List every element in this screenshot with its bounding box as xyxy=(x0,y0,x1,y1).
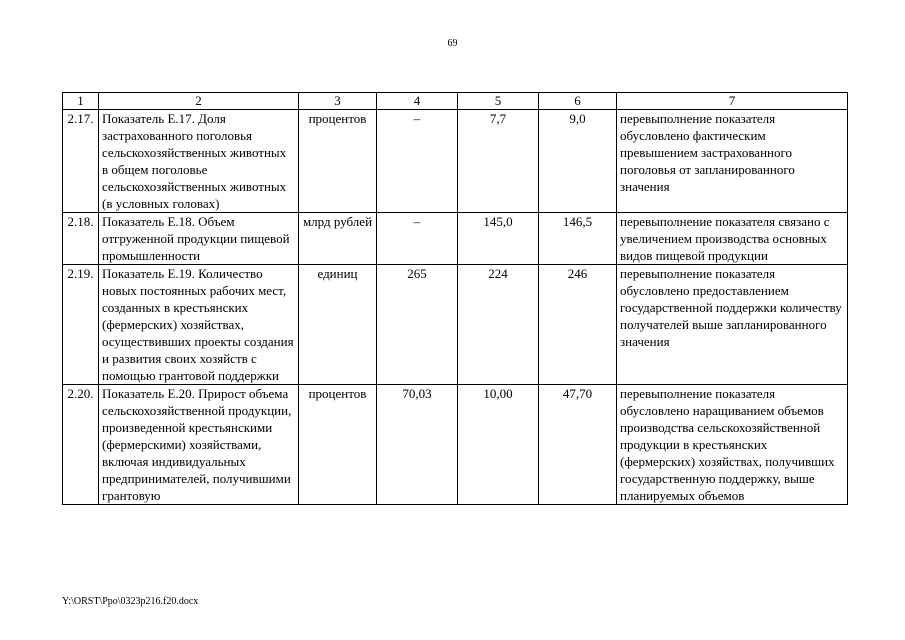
value-col-6: 47,70 xyxy=(539,385,617,505)
row-number: 2.17. xyxy=(63,110,99,213)
header-col-4: 4 xyxy=(377,93,458,110)
table-row xyxy=(63,265,848,385)
header-col-2: 2 xyxy=(99,93,299,110)
value-col-6: 146,5 xyxy=(539,213,617,265)
value-col-5: 10,00 xyxy=(458,385,539,505)
value-col-4: 70,03 xyxy=(377,385,458,505)
unit-cell: процентов xyxy=(299,385,377,505)
header-col-6: 6 xyxy=(539,93,617,110)
table-row xyxy=(63,110,848,213)
indicators-table xyxy=(62,92,848,505)
page-number: 69 xyxy=(447,38,458,49)
note-cell: перевыполнение показателя обусловлено фактическим превышением застрахованного поголовья от запланированного значения xyxy=(617,110,848,213)
note-cell: перевыполнение показателя обусловлено предоставлением государственной поддержки количеству получателей выше запланированного значения xyxy=(617,265,848,385)
indicator-name: Показатель Е.18. Объем отгруженной продукции пищевой промышленности xyxy=(99,213,299,265)
note-cell: перевыполнение показателя связано с увеличением производства основных видов пищевой продукции xyxy=(617,213,848,265)
header-col-1: 1 xyxy=(63,93,99,110)
value-col-4: – xyxy=(377,213,458,265)
value-col-5: 224 xyxy=(458,265,539,385)
note-cell: перевыполнение показателя обусловлено наращиванием объемов производства сельскохозяйственной продукции в крестьянских (фермерских) хозяйствах, получивших государственную поддержку, выше планируемых объемов xyxy=(617,385,848,505)
value-col-5: 145,0 xyxy=(458,213,539,265)
header-col-7: 7 xyxy=(617,93,848,110)
value-col-4: – xyxy=(377,110,458,213)
row-number: 2.19. xyxy=(63,265,99,385)
header-col-3: 3 xyxy=(299,93,377,110)
value-col-6: 246 xyxy=(539,265,617,385)
unit-cell: млрд рублей xyxy=(299,213,377,265)
header-col-5: 5 xyxy=(458,93,539,110)
row-number: 2.18. xyxy=(63,213,99,265)
unit-cell: единиц xyxy=(299,265,377,385)
indicator-name: Показатель Е.20. Прирост объема сельскохозяйственной продукции, произведенной крестьянскими (фермерскими) хозяйствами, включая индивидуальных предпринимателей, получившими грантовую xyxy=(99,385,299,505)
footer-file-path: Y:\ORST\Ppo\0323p216.f20.docx xyxy=(62,596,199,607)
row-number: 2.20. xyxy=(63,385,99,505)
unit-cell: процентов xyxy=(299,110,377,213)
value-col-6: 9,0 xyxy=(539,110,617,213)
table-row xyxy=(63,213,848,265)
header-row xyxy=(63,93,848,110)
value-col-5: 7,7 xyxy=(458,110,539,213)
indicator-name: Показатель Е.19. Количество новых постоянных рабочих мест, созданных в крестьянских (фермерских) хозяйствах, осуществивших проекты создания и развития своих хозяйств с помощью грантовой поддержки xyxy=(99,265,299,385)
indicator-name: Показатель Е.17. Доля застрахованного поголовья сельскохозяйственных животных в общем поголовье сельскохозяйственных животных (в условных головах) xyxy=(99,110,299,213)
table-row xyxy=(63,385,848,505)
value-col-4: 265 xyxy=(377,265,458,385)
